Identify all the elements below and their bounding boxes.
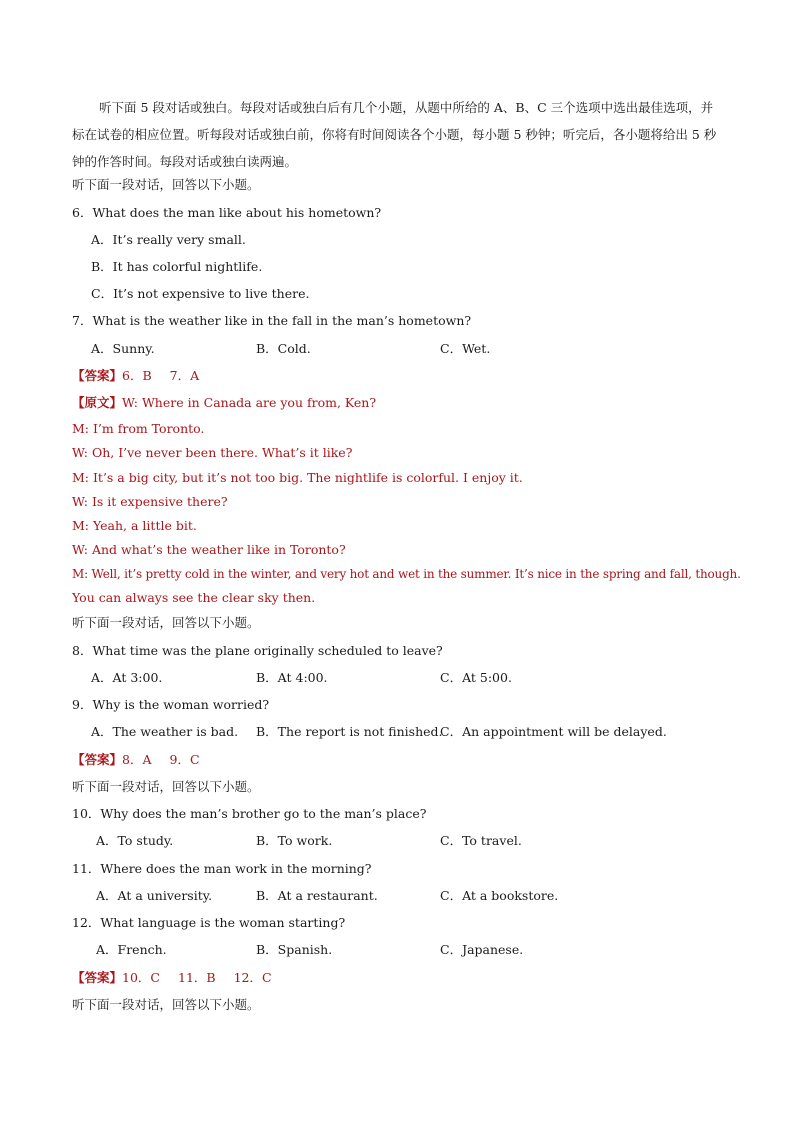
transcript-line-8: M: Well, it’s pretty cold in the winter, and very hot and wet in the summer. It’s nice in the spring and fall, though. — [72, 567, 741, 581]
question-7-option-a[interactable]: A．Sunny. — [91, 341, 155, 356]
answer-tag: 【答案】 — [72, 368, 123, 383]
section-instruction-4: 听下面一段对话，回答以下小题。 — [72, 997, 260, 1012]
transcript-line-3: W: Oh, I’ve never been there. What’s it like? — [72, 445, 353, 460]
question-11-option-c[interactable]: C．At a bookstore. — [440, 888, 559, 903]
section-instruction-3: 听下面一段对话，回答以下小题。 — [72, 779, 260, 794]
question-12-option-a[interactable]: A．French. — [96, 942, 167, 957]
question-10-stem: 10．Why does the man’s brother go to the man’s place? — [72, 806, 427, 821]
question-6-stem: 6．What does the man like about his hometown? — [72, 205, 382, 220]
transcript-text: W: Where in Canada are you from, Ken? — [122, 395, 377, 410]
question-7-stem: 7．What is the weather like in the fall in the man’s hometown? — [72, 313, 472, 328]
answer-line-1 — [72, 367, 199, 385]
answer-9: 9．C — [169, 752, 200, 767]
listening-instructions: 听下面 5 段对话或独白。每段对话或独白后有几个小题，从题中所给的 A、B、C 三个选项中选出最佳选项，并标在试卷的相应位置。听每段对话或独白前，你将有时间阅读各个小题，每小题 5 秒钟；听完后，各小题将给出 5 秒钟的作答时间。每段对话或独白读两遍。 — [72, 100, 717, 169]
answer-6: 6．B — [122, 368, 152, 383]
question-7-option-b[interactable]: B．Cold. — [256, 341, 311, 356]
transcript-line-4: M: It’s a big city, but it’s not too big. The nightlife is colorful. I enjoy it. — [72, 470, 523, 485]
answer-line-3 — [72, 969, 272, 987]
answer-tag: 【答案】 — [72, 752, 123, 767]
question-10-option-a[interactable]: A．To study. — [96, 833, 174, 848]
question-9-option-c[interactable]: C．An appointment will be delayed. — [440, 724, 667, 739]
question-10-option-b[interactable]: B．To work. — [256, 833, 333, 848]
transcript-line-1 — [72, 394, 376, 412]
question-12-option-b[interactable]: B．Spanish. — [256, 942, 333, 957]
question-6-option-c[interactable]: C．It’s not expensive to live there. — [91, 286, 310, 301]
transcript-line-7: W: And what’s the weather like in Toronto? — [72, 542, 346, 557]
answer-tag: 【答案】 — [72, 970, 123, 985]
question-12-option-c[interactable]: C．Japanese. — [440, 942, 524, 957]
section-instruction-1: 听下面一段对话，回答以下小题。 — [72, 177, 260, 192]
question-9-option-b[interactable]: B．The report is not finished. — [256, 724, 443, 739]
question-11-option-b[interactable]: B．At a restaurant. — [256, 888, 378, 903]
transcript-line-6: M: Yeah, a little bit. — [72, 518, 197, 533]
transcript-tag: 【原文】 — [72, 395, 123, 410]
question-6-option-b[interactable]: B．It has colorful nightlife. — [91, 259, 263, 274]
question-9-option-a[interactable]: A．The weather is bad. — [91, 724, 239, 739]
answer-10: 10．C — [122, 970, 160, 985]
question-8-stem: 8．What time was the plane originally scheduled to leave? — [72, 643, 443, 658]
transcript-line-9: You can always see the clear sky then. — [72, 590, 316, 605]
question-8-option-c[interactable]: C．At 5:00. — [440, 670, 512, 685]
question-9-stem: 9．Why is the woman worried? — [72, 697, 270, 712]
question-7-option-c[interactable]: C．Wet. — [440, 341, 491, 356]
section-instruction-2: 听下面一段对话，回答以下小题。 — [72, 615, 260, 630]
answer-line-2 — [72, 751, 200, 769]
answer-12: 12．C — [233, 970, 272, 985]
answer-8: 8．A — [122, 752, 152, 767]
question-11-option-a[interactable]: A．At a university. — [96, 888, 213, 903]
question-8-option-b[interactable]: B．At 4:00. — [256, 670, 328, 685]
question-12-stem: 12．What language is the woman starting? — [72, 915, 346, 930]
question-11-stem: 11．Where does the man work in the morning? — [72, 861, 372, 876]
transcript-line-2: M: I’m from Toronto. — [72, 421, 205, 436]
transcript-line-5: W: Is it expensive there? — [72, 494, 228, 509]
question-6-option-a[interactable]: A．It’s really very small. — [91, 232, 246, 247]
question-8-option-a[interactable]: A．At 3:00. — [91, 670, 163, 685]
answer-11: 11．B — [178, 970, 216, 985]
question-10-option-c[interactable]: C．To travel. — [440, 833, 522, 848]
answer-7: 7．A — [169, 368, 200, 383]
